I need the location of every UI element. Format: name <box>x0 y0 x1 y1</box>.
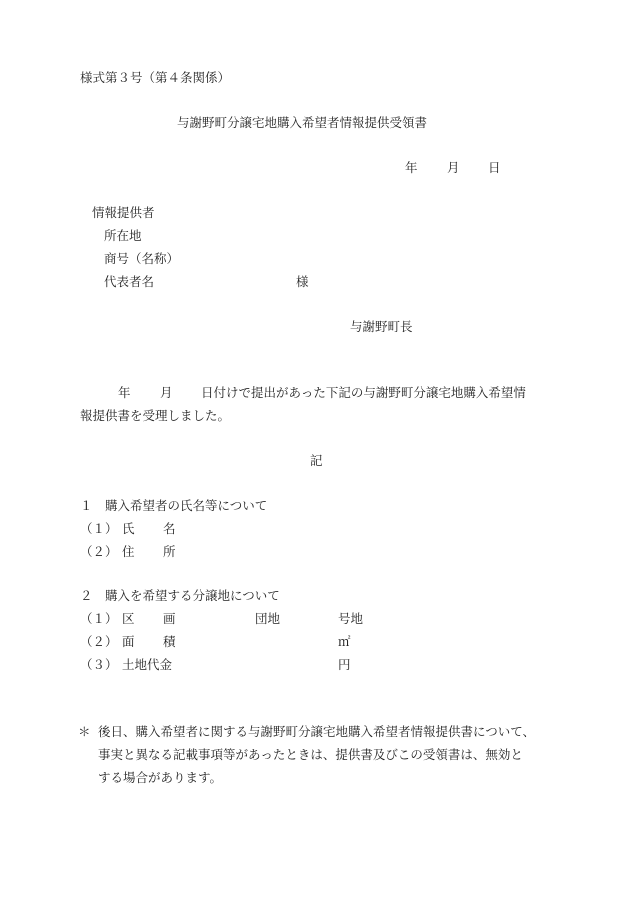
section1-item1-label: 氏 <box>122 521 135 536</box>
section2-item2-label: 面 <box>122 634 135 649</box>
issuer: 与謝野町長 <box>350 319 413 334</box>
section1-item2-label2: 所 <box>163 544 176 559</box>
section1-item2-num: （２） <box>80 544 118 559</box>
section2-item3-label: 土地代金 <box>122 657 173 672</box>
ki-heading: 記 <box>310 453 323 468</box>
note-line3: する場合があります。 <box>98 770 223 785</box>
date-day: 日 <box>488 160 501 175</box>
note-line1: 後日、購入希望者に関する与謝野町分譲宅地購入希望者情報提供書について、 <box>98 724 536 739</box>
note-line2: 事実と異なる記載事項等があったときは、提供書及びこの受領書は、無効と <box>98 747 523 762</box>
section2-item1-label2: 画 <box>163 611 176 626</box>
section1-item1-num: （１） <box>80 521 118 536</box>
provider-address-label: 所在地 <box>104 228 142 243</box>
section1-heading: １ 購入希望者の氏名等について <box>80 498 268 513</box>
section2-item2-num: （２） <box>80 634 118 649</box>
body-year: 年 <box>118 385 131 400</box>
section2-danchi: 団地 <box>255 611 281 626</box>
section2-area-unit: ㎡ <box>338 634 351 649</box>
section2-heading: ２ 購入を希望する分譲地について <box>80 588 280 603</box>
section1-item1-label2: 名 <box>163 521 176 536</box>
date-month: 月 <box>447 160 460 175</box>
section2-gochi: 号地 <box>338 611 364 626</box>
section2-item2-label2: 積 <box>163 634 176 649</box>
body-month: 月 <box>160 385 173 400</box>
provider-trade-name-label: 商号（名称） <box>104 251 180 266</box>
section1-item2-label: 住 <box>122 544 135 559</box>
provider-representative-label: 代表者名 <box>104 274 155 289</box>
date-year: 年 <box>405 160 418 175</box>
form-number: 様式第３号（第４条関係） <box>80 70 231 85</box>
provider-honorific: 様 <box>296 274 309 289</box>
body-line1-text: 日付けで提出があった下記の与謝野町分譲宅地購入希望情 <box>201 385 526 400</box>
provider-heading: 情報提供者 <box>92 205 155 220</box>
section2-price-unit: 円 <box>338 657 351 672</box>
section2-item1-label: 区 <box>122 611 135 626</box>
body-line2: 報提供書を受理しました。 <box>80 408 231 423</box>
section2-item3-num: （３） <box>80 657 118 672</box>
document-title: 与謝野町分譲宅地購入希望者情報提供受領書 <box>177 115 428 130</box>
section2-item1-num: （１） <box>80 611 118 626</box>
note-mark: ＊ <box>78 724 91 739</box>
